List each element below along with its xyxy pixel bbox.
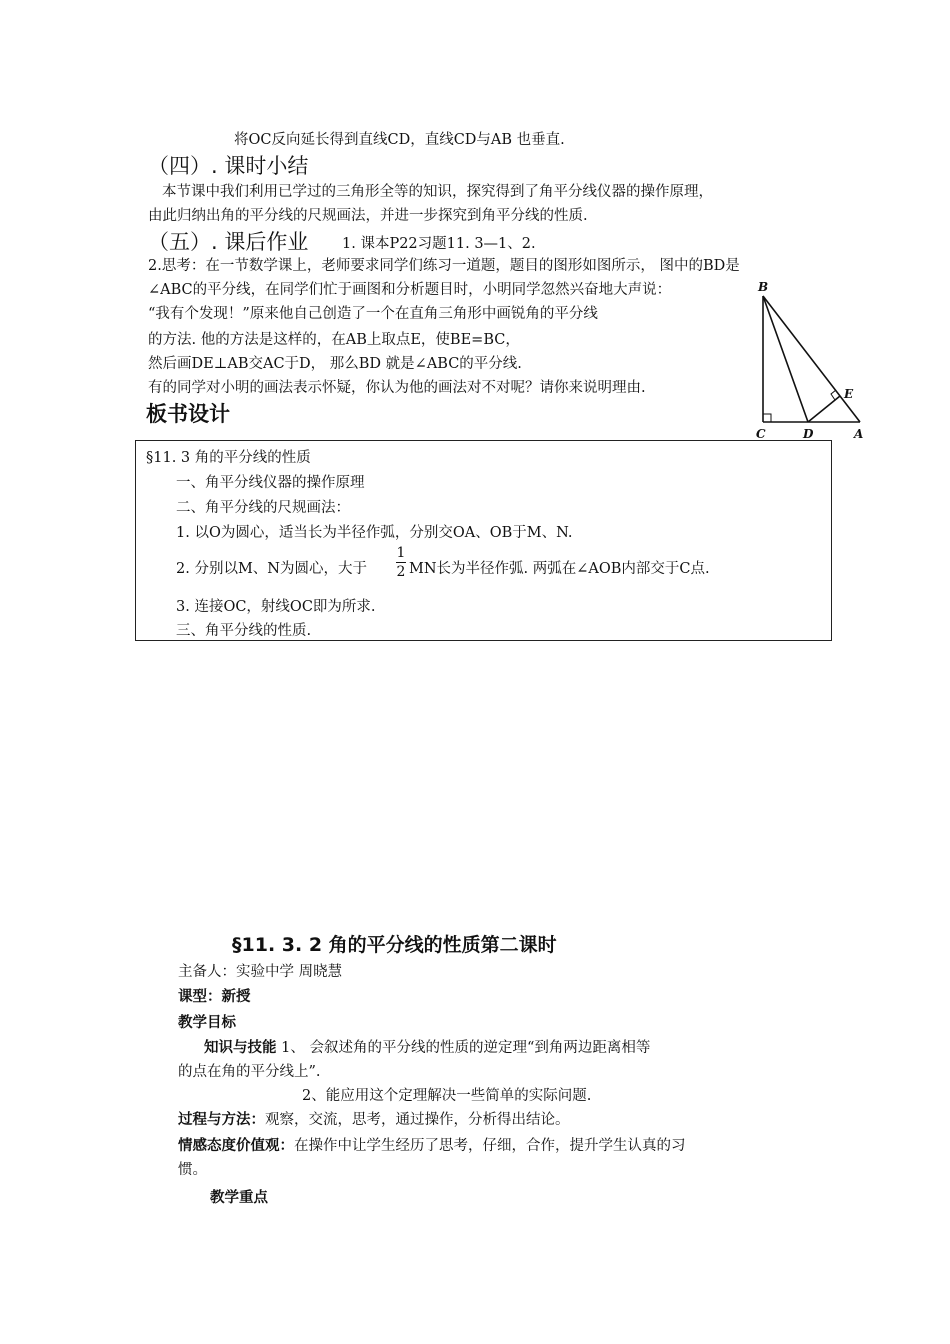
right-angle-c xyxy=(763,414,771,422)
label-b: B xyxy=(758,280,769,294)
fraction-bar xyxy=(396,562,406,563)
board-step: 3. 连接OC，射线OC即为所求. xyxy=(176,599,376,615)
emotion-line xyxy=(178,1134,686,1155)
knowledge-label: 知识与技能 xyxy=(204,1040,277,1056)
question-line: 2.思考：在一节数学课上，老师要求同学们练习一道题，题目的图形如图所示， 图中的BD是 xyxy=(148,258,740,274)
segment-bd xyxy=(763,296,808,422)
heading-summary: （四）. 课时小结 xyxy=(148,154,309,178)
label-a: A xyxy=(854,427,864,441)
summary-line: 由此归纳出角的平分线的尺规画法，并进一步探究到角平分线的性质. xyxy=(148,208,588,224)
fraction-denominator: 2 xyxy=(396,564,406,580)
board-item: 二、角平分线的尺规画法： xyxy=(176,500,350,516)
text-line: 将OC反向延长得到直线CD，直线CD与AB 也垂直. xyxy=(234,132,565,148)
board-item: 一、角平分线仪器的操作原理 xyxy=(176,475,365,491)
knowledge-cont: 的点在角的平分线上”. xyxy=(178,1064,321,1080)
emotion-cont: 惯。 xyxy=(178,1162,207,1178)
heading-homework: （五）. 课后作业 xyxy=(148,230,309,254)
label-c: C xyxy=(756,427,766,441)
board-design-box xyxy=(135,440,832,641)
question-line: 的方法. 他的方法是这样的，在AB上取点E，使BE=BC， xyxy=(148,332,520,348)
heading-board: 板书设计 xyxy=(146,402,230,426)
question-line: ∠ABC的平分线，在同学们忙于画图和分析题目时，小明同学忽然兴奋地大声说： xyxy=(148,282,672,298)
key-points-heading: 教学重点 xyxy=(210,1190,268,1206)
lesson-title: §11. 3. 2 角的平分线的性质第二课时 xyxy=(232,934,557,956)
preparer: 主备人：实验中学 周晓慧 xyxy=(178,964,343,980)
knowledge-text: 1、 会叙述角的平分线的性质的逆定理“到角两边距离相等 xyxy=(276,1040,651,1056)
lesson-type: 课型：新授 xyxy=(178,989,251,1005)
process-text: 观察，交流，思考，通过操作，分析得出结论。 xyxy=(265,1112,570,1128)
fraction-one-half xyxy=(395,545,407,580)
emotion-label: 情感态度价值观： xyxy=(178,1138,294,1154)
summary-line: 本节课中我们利用已学过的三角形全等的知识，探究得到了角平分线仪器的操作原理， xyxy=(162,184,713,200)
board-step-prefix: 2. 分别以M、N为圆心，大于 xyxy=(176,561,367,577)
label-e: E xyxy=(844,387,854,401)
right-angle-e xyxy=(831,390,836,400)
segment-de xyxy=(808,396,840,422)
question-line: 有的同学对小明的画法表示怀疑，你认为他的画法对不对呢？请你来说明理由. xyxy=(148,380,646,396)
board-step-suffix: MN长为半径作弧. 两弧在∠AOB内部交于C点. xyxy=(409,561,710,577)
goals-heading: 教学目标 xyxy=(178,1015,236,1031)
board-title: §11. 3 角的平分线的性质 xyxy=(146,450,311,466)
homework-item: 1. 课本P22习题11. 3—1、2. xyxy=(342,236,536,252)
segment-ba xyxy=(763,296,860,422)
question-line: “我有个发现！”原来他自己创造了一个在直角三角形中画锐角的平分线 xyxy=(148,306,598,322)
board-item: 三、角平分线的性质. xyxy=(176,623,312,639)
label-d: D xyxy=(803,427,814,441)
triangle-figure xyxy=(748,278,868,443)
knowledge-line xyxy=(204,1036,650,1057)
board-step: 1. 以O为圆心，适当长为半径作弧，分别交OA、OB于M、N. xyxy=(176,525,573,541)
fraction-numerator: 1 xyxy=(396,545,406,561)
emotion-text: 在操作中让学生经历了思考，仔细，合作，提升学生认真的习 xyxy=(294,1138,686,1154)
question-line: 然后画DE⊥AB交AC于D， 那么BD 就是∠ABC的平分线. xyxy=(148,356,522,372)
process-label: 过程与方法： xyxy=(178,1112,265,1128)
knowledge-2: 2、能应用这个定理解决一些简单的实际问题. xyxy=(302,1088,592,1104)
process-line xyxy=(178,1108,570,1129)
